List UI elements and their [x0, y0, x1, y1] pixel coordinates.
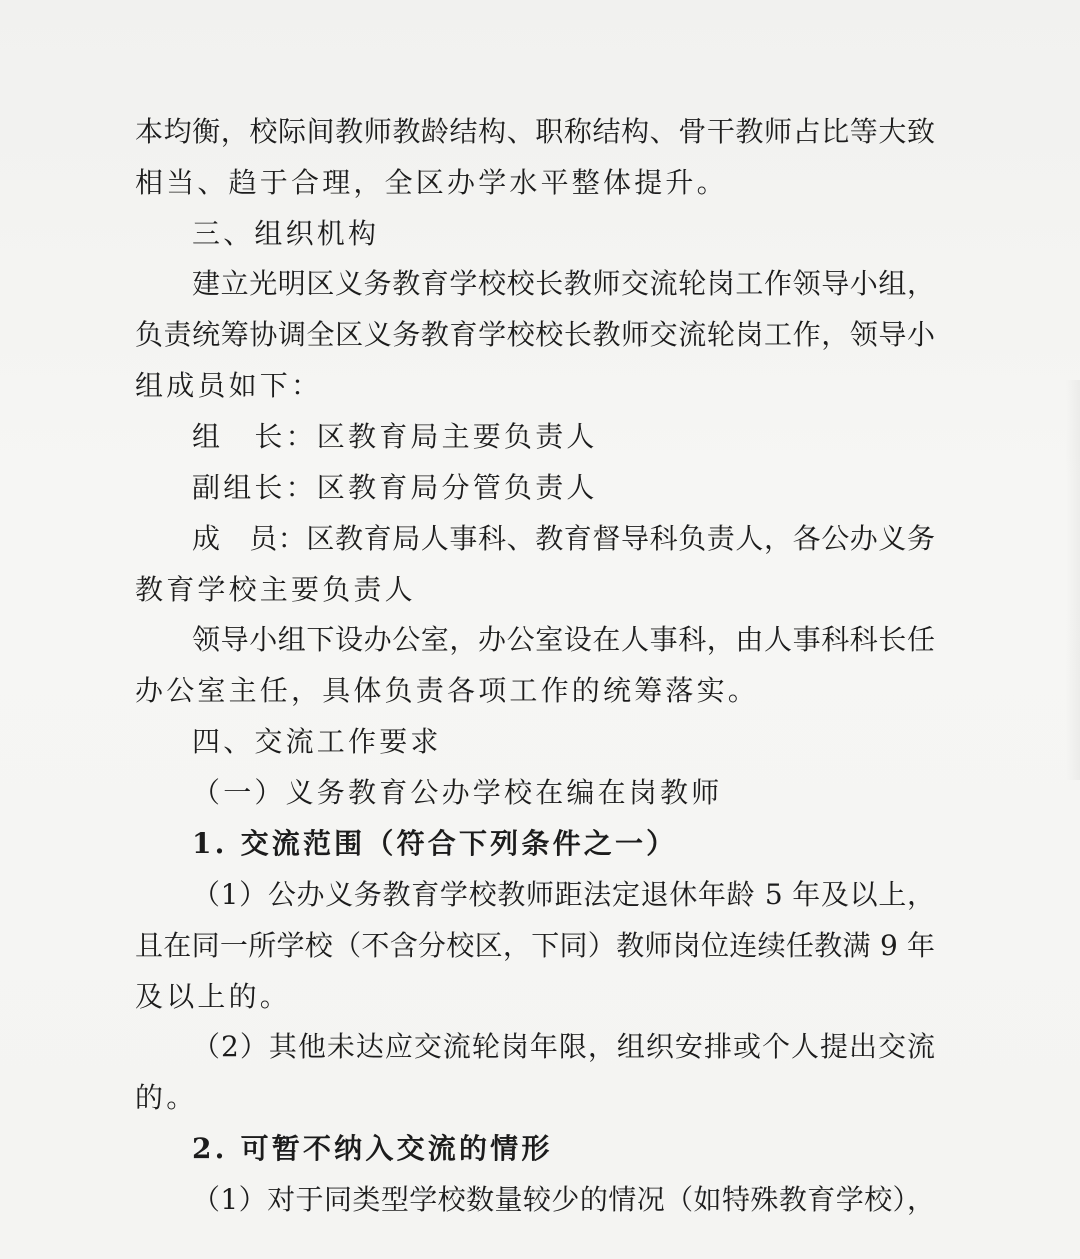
paragraph-line: 建立光明区义务教育学校校长教师交流轮岗工作领导小组， — [192, 267, 935, 300]
paragraph-line: 及以上的。 — [135, 980, 292, 1013]
paragraph-line: （2）其他未达应交流轮岗年限，组织安排或个人提出交流 — [192, 1030, 935, 1063]
member-line-deputy: 副组长：区教育局分管负责人 — [192, 471, 598, 504]
section-heading: 三、组织机构 — [192, 217, 380, 250]
paragraph-line: （1）公办义务教育学校教师距法定退休年龄 5 年及以上， — [192, 878, 935, 911]
member-line-leader: 组 长：区教育局主要负责人 — [192, 420, 598, 453]
paragraph-line: 办公室主任，具体负责各项工作的统筹落实。 — [135, 674, 760, 707]
member-line-members: 成 员：区教育局人事科、教育督导科负责人，各公办义务 — [192, 522, 935, 555]
subsection-heading: （一）义务教育公办学校在编在岗教师 — [192, 776, 723, 809]
item-heading: 2. 可暂不纳入交流的情形 — [192, 1132, 553, 1165]
paragraph-line: （1）对于同类型学校数量较少的情况（如特殊教育学校）， — [192, 1183, 935, 1216]
item-heading: 1. 交流范围（符合下列条件之一） — [192, 827, 678, 860]
paragraph-line: 负责统筹协调全区义务教育学校校长教师交流轮岗工作，领导小 — [135, 318, 935, 351]
paragraph-line: 相当、趋于合理，全区办学水平整体提升。 — [135, 166, 728, 199]
paragraph-line: 组成员如下： — [135, 369, 323, 402]
paragraph-line: 且在同一所学校（不含分校区，下同）教师岗位连续任教满 9 年 — [135, 929, 935, 962]
paragraph-line: 的。 — [135, 1081, 198, 1114]
paragraph-line: 本均衡，校际间教师教龄结构、职称结构、骨干教师占比等大致 — [135, 115, 935, 148]
paragraph-line: 教育学校主要负责人 — [135, 573, 416, 606]
page-edge-shadow — [1066, 380, 1080, 780]
paragraph-line: 领导小组下设办公室，办公室设在人事科，由人事科科长任 — [192, 623, 935, 656]
section-heading: 四、交流工作要求 — [192, 725, 442, 758]
